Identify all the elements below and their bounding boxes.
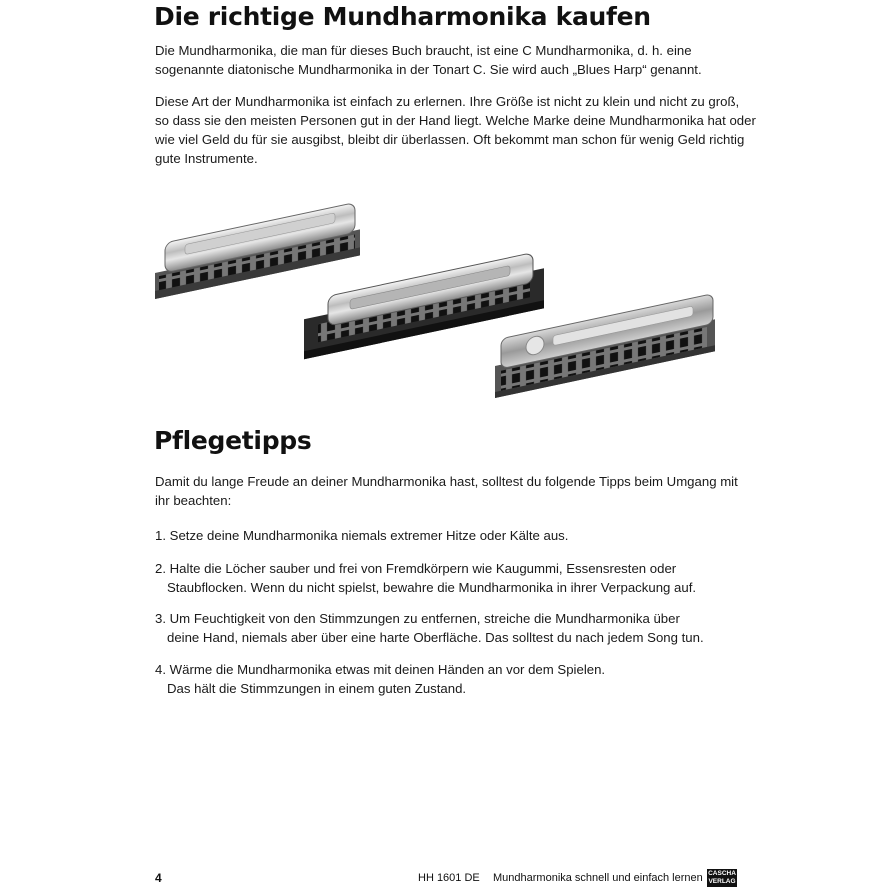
harmonica-left — [155, 201, 360, 299]
tip-item-4 — [155, 660, 755, 698]
book-title: Mundharmonika schnell und einfach lernen — [493, 872, 703, 884]
tip-line: Staubflocken. Wenn du nicht spielst, bewahre die Mundharmonika in ihrer Verpackung auf. — [167, 580, 697, 595]
publisher-logo — [707, 869, 737, 887]
paragraph-care-intro — [155, 472, 745, 510]
text-line: sogenannte diatonische Mundharmonika in der Tonart C. Sie wird auch „Blues Harp“ genannt. — [155, 62, 702, 77]
text-line: Damit du lange Freude an deiner Mundharmonika hast, solltest du folgende Tipps beim Umgang mit — [155, 474, 738, 489]
tip-line: 4. Wärme die Mundharmonika etwas mit deinen Händen an vor dem Spielen. — [155, 662, 606, 677]
harmonicas-photo — [150, 190, 730, 410]
section-title-buying: Die richtige Mundharmonika kaufen — [154, 2, 651, 31]
page-number: 4 — [155, 871, 162, 885]
tip-line: Das hält die Stimmzungen in einem guten Zustand. — [167, 681, 467, 696]
text-line: wie viel Geld du für sie ausgibst, bleibt dir überlassen. Oft bekommt man schon für wenig Geld richtig — [155, 132, 745, 147]
text-line: gute Instrumente. — [155, 151, 258, 166]
tip-line: 3. Um Feuchtigkeit von den Stimmzungen zu entfernen, streiche die Mundharmonika über — [155, 611, 680, 626]
text-line: Diese Art der Mundharmonika ist einfach zu erlernen. Ihre Größe ist nicht zu klein und nicht zu groß, — [155, 94, 740, 109]
paragraph-details — [155, 92, 756, 168]
tip-line: deine Hand, niemals aber über eine harte Oberfläche. Das solltest du nach jedem Song tun. — [167, 630, 704, 645]
section-title-care: Pflegetipps — [154, 426, 312, 455]
logo-line: VERLAG — [708, 878, 736, 885]
tip-item-3 — [155, 609, 755, 647]
paragraph-intro — [155, 41, 745, 79]
product-code: HH 1601 DE — [418, 872, 480, 884]
text-line: so dass sie den meisten Personen gut in der Hand liegt. Welche Marke deine Mundharmonika hat oder — [155, 113, 756, 128]
text-line: Die Mundharmonika, die man für dieses Buch braucht, ist eine C Mundharmonika, d. h. eine — [155, 43, 692, 58]
tip-item-1 — [155, 526, 755, 545]
tip-line: 2. Halte die Löcher sauber und frei von Fremdkörpern wie Kaugummi, Essensresten oder — [155, 561, 677, 576]
text-line: ihr beachten: — [155, 493, 232, 508]
logo-line: CASCHA — [708, 870, 736, 877]
tip-item-2 — [155, 559, 755, 597]
tip-line: 1. Setze deine Mundharmonika niemals extremer Hitze oder Kälte aus. — [155, 528, 569, 543]
